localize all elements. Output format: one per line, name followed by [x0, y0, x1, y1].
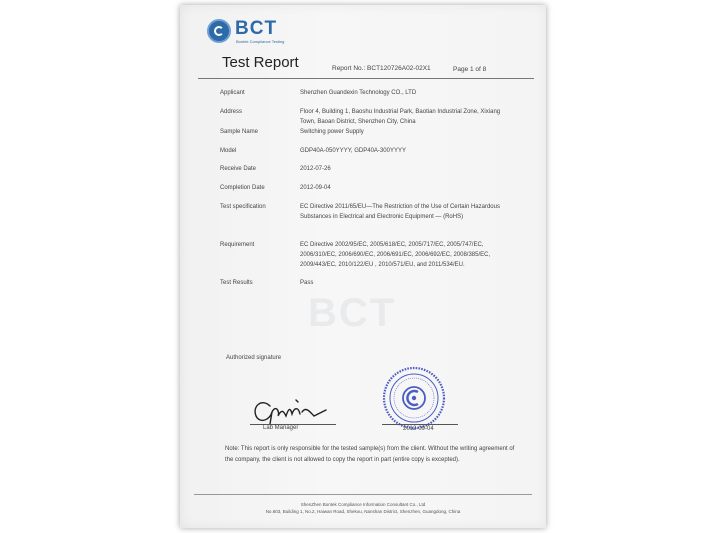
sample-name-value: Switching power Supply — [300, 129, 364, 135]
receive-date-label: Receive Date — [220, 166, 257, 172]
authorized-signature-label: Authorized signature — [226, 355, 282, 361]
test-spec-label: Test specification — [220, 204, 266, 210]
bct-watermark: BCT — [308, 291, 397, 335]
stamp-date-line — [382, 424, 458, 425]
footer-address: No.603, Building 1, No.2, Haiwan Road, Shekou, Nanshan District, Shenzhen, Guangdong, China — [265, 509, 461, 514]
lab-manager-caption: Lab Manager — [263, 425, 299, 431]
receive-date-value: 2012-07-26 — [300, 166, 331, 172]
page-number: Page 1 of 8 — [453, 66, 487, 73]
test-spec-value: EC Directive 2011/65/EU—The Restriction of the Use of Certain Hazardous Substances in Electrical and Electronic Equipment — (RoHS) — [300, 204, 500, 220]
stamp-date: 2012-09-04 — [403, 426, 434, 432]
signature-text: Gavin — [248, 390, 251, 391]
applicant-value: Shenzhen Guandexin Technology CO., LTD — [300, 90, 417, 96]
completion-date-value: 2012-09-04 — [300, 185, 331, 191]
handwritten-signature — [248, 390, 328, 426]
applicant-label: Applicant — [220, 90, 245, 96]
address-label: Address — [220, 109, 243, 115]
footer-divider — [194, 494, 532, 495]
requirement-value: EC Directive 2002/95/EC, 2005/618/EC, 2005/717/EC, 2005/747/EC, 2006/310/EC, 2006/690/EC, 2006/691/EC, 2006/692/EC, 2008/385/EC, 2009/443/EC, 2010/122/EU , 2010/571/EU, and 2011/534/EU. — [300, 242, 491, 268]
logo-subtext: Bontek Compliance Testing — [236, 39, 285, 44]
disclaimer-note: Note: This report is only responsible for the tested sample(s) from the client. Without the writing agreement of the company, the client is not allowed to copy the report in part (entire copy is excepted). — [225, 446, 515, 463]
test-results-value: Pass — [300, 280, 314, 286]
sample-name-label: Sample Name — [220, 129, 259, 135]
header-divider — [198, 78, 534, 79]
test-results-label: Test Results — [220, 280, 253, 286]
model-value: GDP40A-050YYYY, GDP40A-300YYYY — [300, 148, 406, 154]
model-label: Model — [220, 148, 237, 154]
report-title: Test Report — [222, 54, 299, 71]
bct-logo — [207, 19, 287, 45]
requirement-label: Requirement — [220, 242, 255, 248]
report-number: Report No.: BCT120726A02-02X1 — [332, 65, 431, 72]
completion-date-label: Completion Date — [220, 185, 265, 191]
address-value: Floor 4, Building 1, Baoshu Industrial Park, Baotian Industrial Zone, Xixiang Town, Baoan District, Shenzhen City, China — [300, 109, 501, 125]
logo-text: BCT — [235, 18, 278, 39]
footer-company: ShenZhen Bontek Compliance Information Consultant Co., Ltd — [300, 502, 426, 507]
company-seal-stamp — [381, 365, 447, 431]
report-page — [180, 5, 546, 528]
bct-logo-icon — [207, 19, 231, 43]
